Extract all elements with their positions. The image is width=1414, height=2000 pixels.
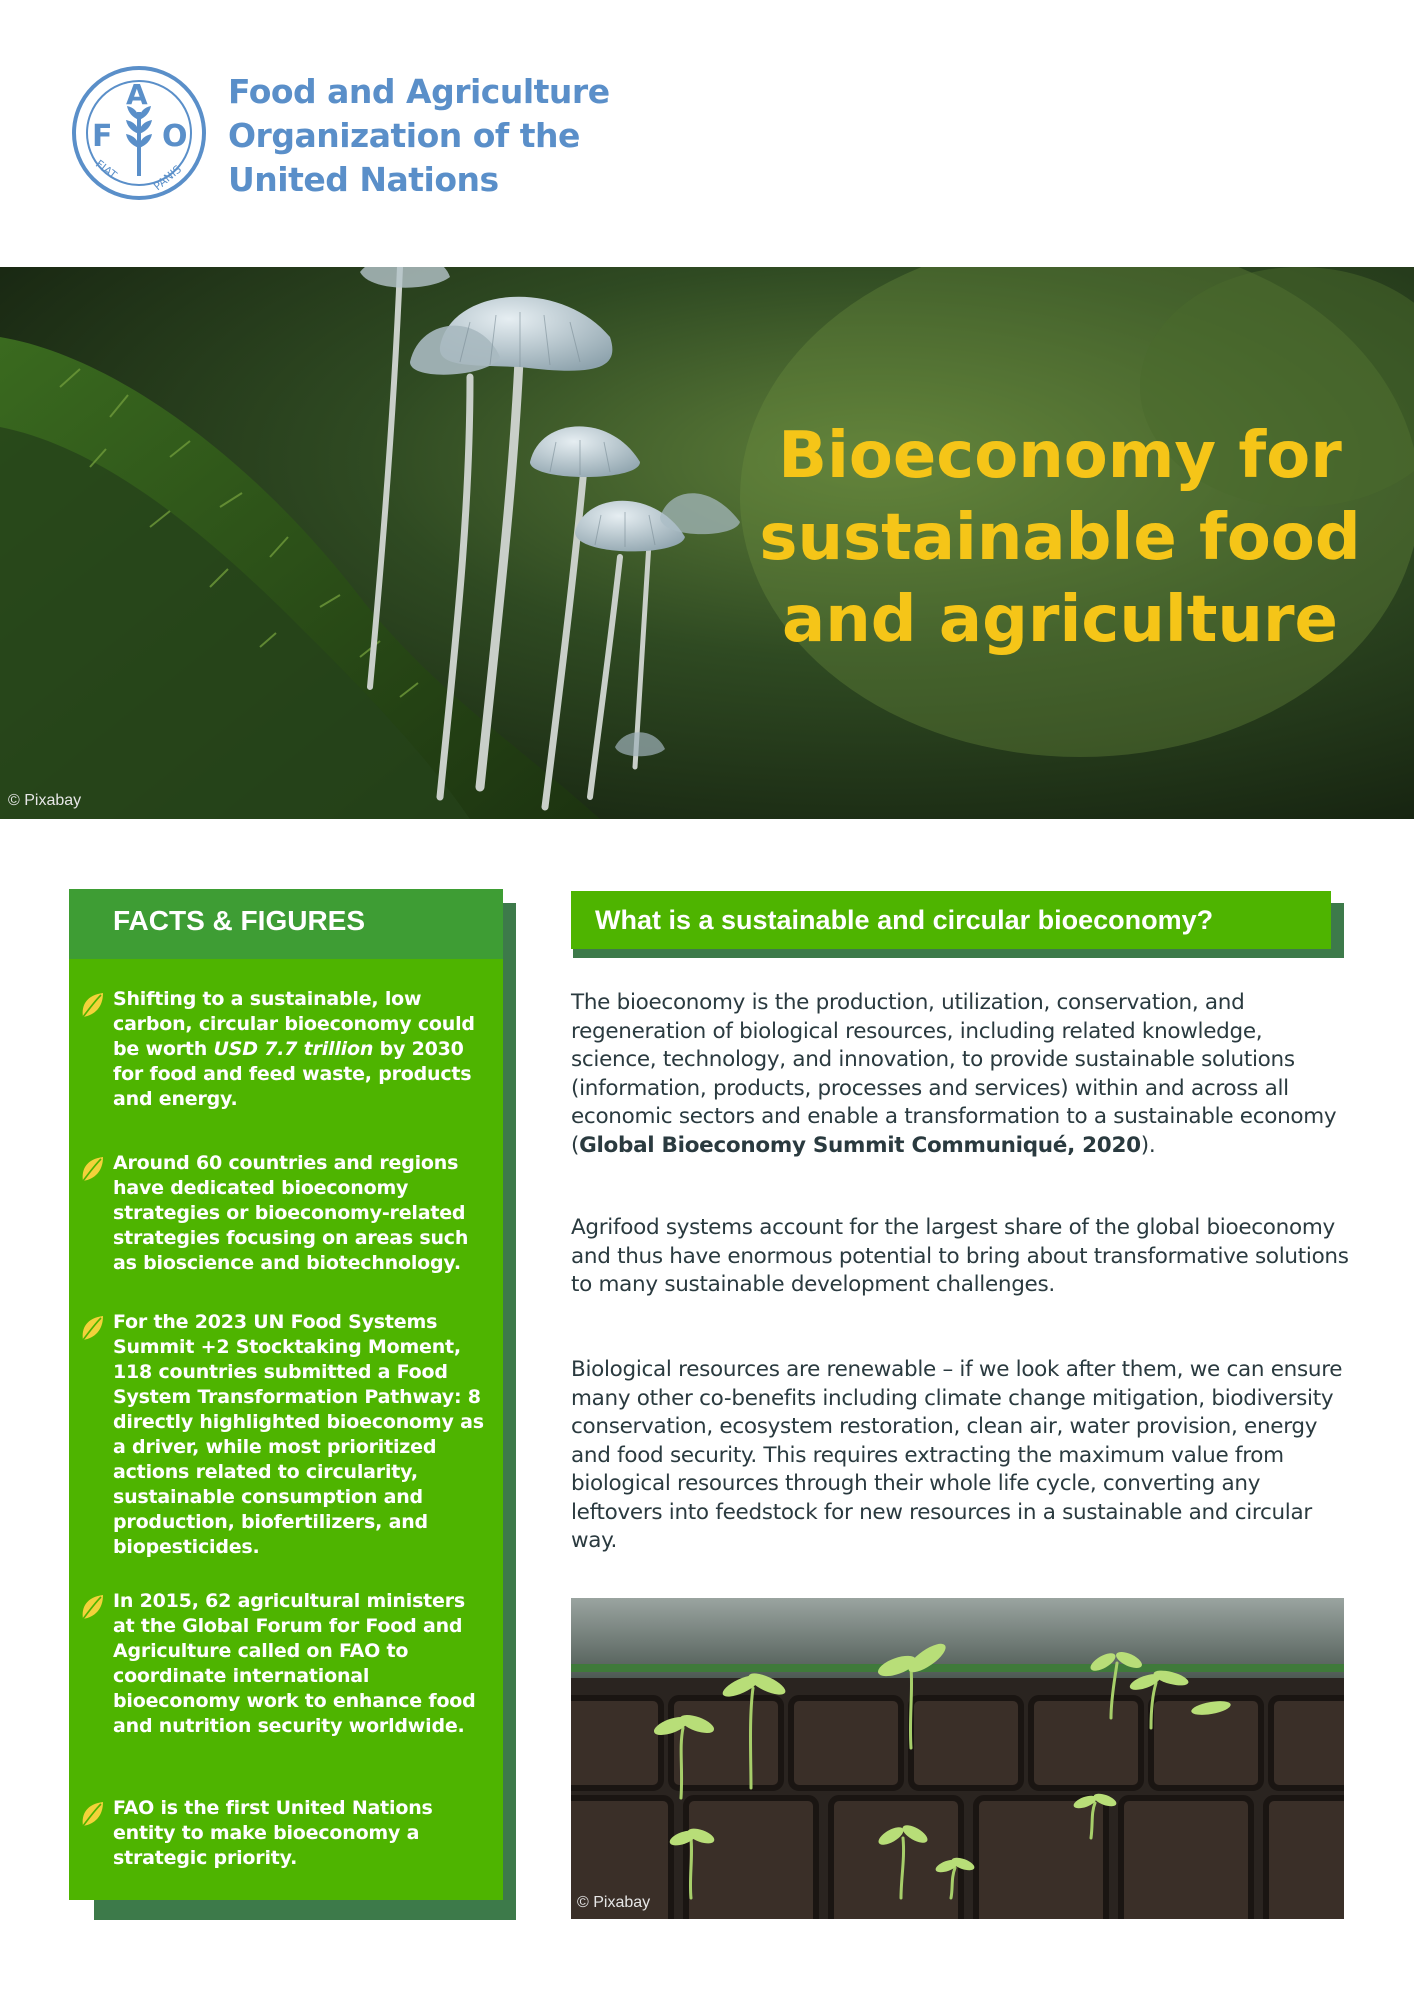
facts-box <box>69 889 503 1900</box>
fact-item <box>113 1151 489 1276</box>
seedlings-image <box>571 1598 1344 1919</box>
hero-title-line-1: Bioeconomy for <box>778 419 1342 493</box>
fact-item <box>113 1589 489 1739</box>
hero-title-line-3: and agriculture <box>782 583 1338 657</box>
organization-name <box>228 70 610 202</box>
seedlings-photo <box>571 1598 1344 1919</box>
paragraph-definition <box>571 989 1351 1160</box>
svg-text:F: F <box>92 119 113 154</box>
svg-text:A: A <box>126 78 148 111</box>
facts-title: FACTS & FIGURES <box>113 905 366 936</box>
svg-text:FIAT: FIAT <box>93 157 120 182</box>
leaf-icon <box>79 1800 105 1828</box>
hero-photo-credit: © Pixabay <box>8 792 82 809</box>
fact-2-text: Around 60 countries and regions have dedicated bioeconomy strategies or bioeconomy-related strategies focusing on areas such as bioscience and biotechnology. <box>113 1152 469 1274</box>
fao-emblem-icon <box>70 64 208 202</box>
seedlings-photo-credit: © Pixabay <box>577 1894 651 1911</box>
fact-4-text: In 2015, 62 agricultural ministers at the Global Forum for Food and Agriculture called on FAO to coordinate international bioeconomy work to enhance food and nutrition security worldwide. <box>113 1590 476 1737</box>
hero-title <box>740 415 1380 661</box>
fact-item <box>113 987 489 1112</box>
fact-5-text: FAO is the first United Nations entity to make bioeconomy a strategic priority. <box>113 1797 433 1869</box>
leaf-icon <box>79 1155 105 1183</box>
leaf-icon <box>79 1314 105 1342</box>
org-name-line-2: Organization of the <box>228 116 580 155</box>
svg-text:O: O <box>162 119 188 154</box>
leaf-icon <box>79 1593 105 1621</box>
svg-text:PANIS: PANIS <box>151 162 184 194</box>
leaf-icon <box>79 991 105 1019</box>
fact-1-highlight: USD 7.7 trillion <box>213 1038 374 1060</box>
fact-1-text-end: by 2030 for food and feed waste, products and energy. <box>113 1038 472 1110</box>
fact-item <box>113 1310 489 1560</box>
hero-title-line-2: sustainable food <box>759 501 1361 575</box>
paragraph-biological-resources: Biological resources are renewable – if we look after them, we can ensure many other co-benefits including climate change mitigation, biodiversity conservation, ecosystem restoration, clean air, water provision, energy and food security. This requires extracting the maximum value from biological resources through their whole life cycle, converting any leftovers into feedstock for new resources in a sustainable and circular way. <box>571 1357 1343 1553</box>
org-name-line-3: United Nations <box>228 160 499 199</box>
page-header <box>0 0 1414 266</box>
fact-1-text: Shifting to a sustainable, low carbon, circular bioeconomy could be worth <box>113 988 475 1060</box>
hero-banner <box>0 267 1414 819</box>
paragraph-definition-text: The bioeconomy is the production, utilization, conservation, and regeneration of biological resources, including related knowledge, science, technology, and innovation, to provide sustainable solutions (information, products, processes and services) within and across all economic sectors and enable a transformation to a sustainable economy ( <box>571 990 1337 1158</box>
fact-3-text: For the 2023 UN Food Systems Summit +2 Stocktaking Moment, 118 countries submitted a Food System Transformation Pathway: 8 directly highlighted bioeconomy as a driver, while most prioritized actions related to circularity, sustainable consumption and production, biofertilizers, and biopesticides. <box>113 1311 484 1558</box>
org-name-line-1: Food and Agriculture <box>228 72 610 111</box>
facts-header <box>69 889 503 959</box>
section-heading-box <box>571 891 1331 949</box>
section-heading: What is a sustainable and circular bioeconomy? <box>595 905 1214 935</box>
paragraph-agrifood: Agrifood systems account for the largest share of the global bioeconomy and thus have enormous potential to bring about transformative solutions to many sustainable development challenges. <box>571 1215 1349 1297</box>
fact-item <box>113 1796 489 1871</box>
paragraph-definition-end: ). <box>1140 1132 1156 1158</box>
citation-bold: Global Bioeconomy Summit Communiqué, 2020 <box>579 1132 1141 1158</box>
